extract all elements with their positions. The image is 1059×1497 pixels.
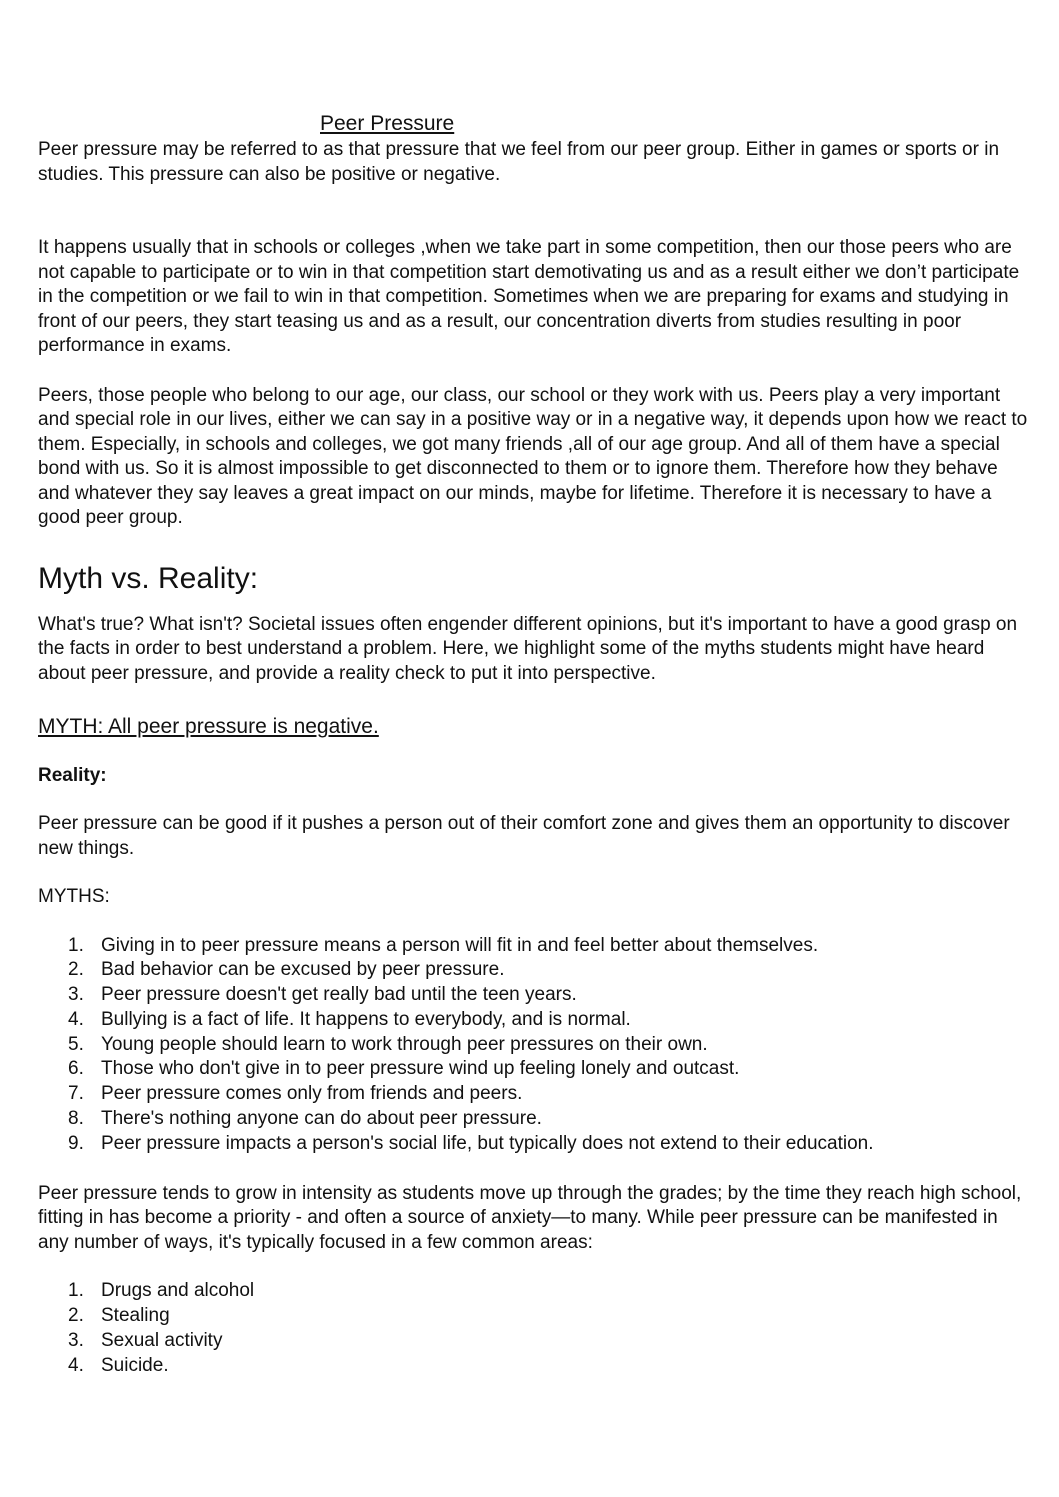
list-text: Those who don't give in to peer pressure wind up feeling lonely and outcast. — [101, 1058, 740, 1080]
list-item — [38, 1354, 1033, 1379]
list-item — [38, 1304, 1033, 1329]
grow-paragraph: Peer pressure tends to grow in intensity as students move up through the grades; by the time they reach high school, fitting in has become a priority - and often a source of anxiety—to many. While peer pressure can be manifested in any number of ways, it's typically focused in a few common areas: — [38, 1182, 1022, 1253]
myth-intro-paragraph: What's true? What isn't? Societal issues often engender different opinions, but it's important to have a good grasp on the facts in order to best understand a problem. Here, we highlight some of the myths students might have heard about peer pressure, and provide a reality check to put it into perspective. — [38, 613, 1018, 684]
list-item — [38, 1008, 1033, 1033]
myth-heading: MYTH: All peer pressure is negative. — [38, 715, 379, 738]
list-text: Sexual activity — [101, 1329, 223, 1351]
list-number: 3. — [68, 1329, 84, 1351]
myths-label: MYTHS: — [38, 886, 110, 907]
list-number: 6. — [68, 1058, 84, 1080]
list-item — [38, 934, 1033, 959]
intro-paragraph: Peer pressure may be referred to as that pressure that we feel from our peer group. Either in games or sports or in studies. This pressure can also be positive or negative. — [38, 139, 1000, 185]
reality-label: Reality: — [38, 765, 107, 786]
list-text: Peer pressure comes only from friends and peers. — [101, 1083, 523, 1105]
myths-list — [38, 934, 1033, 1157]
list-item — [38, 1279, 1033, 1304]
list-text: Peer pressure doesn't get really bad until the teen years. — [101, 984, 577, 1006]
list-number: 1. — [68, 1280, 84, 1302]
document-page — [38, 110, 1033, 1378]
list-item — [38, 983, 1033, 1008]
list-number: 8. — [68, 1108, 84, 1130]
list-text: Stealing — [101, 1304, 170, 1326]
document-title: Peer Pressure — [320, 112, 455, 135]
list-item — [38, 1057, 1033, 1082]
list-number: 1. — [68, 934, 84, 956]
list-item — [38, 958, 1033, 983]
list-number: 2. — [68, 959, 84, 981]
areas-list — [38, 1279, 1033, 1378]
list-text: There's nothing anyone can do about peer pressure. — [101, 1108, 542, 1130]
list-text: Bullying is a fact of life. It happens to everybody, and is normal. — [101, 1008, 631, 1030]
list-number: 2. — [68, 1304, 84, 1326]
list-item — [38, 1033, 1033, 1058]
peers-paragraph: Peers, those people who belong to our age, our class, our school or they work with us. Peers play a very important and special role in our lives, either we can say in a positive way or in a negative way, it depends upon how we react to them. Especially, in schools and colleges, we got many friends ,all of our age group. And all of them have a special bond with us. So it is almost impossible to get disconnected to them or to ignore them. Therefore how they behave and whatever they say leaves a great impact on our minds, maybe for lifetime. Therefore it is necessary to have a good peer group. — [38, 384, 1028, 528]
section-heading: Myth vs. Reality: — [38, 561, 259, 595]
competition-paragraph: It happens usually that in schools or colleges ,when we take part in some competition, then our those peers who are not capable to participate or to win in that competition start demotivating us and as a result either we don’t participate in the competition or we fail to win in that competition. Sometimes when we are preparing for exams and studying in front of our peers, they start teasing us and as a result, our concentration diverts from studies resulting in poor performance in exams. — [38, 237, 1020, 356]
list-text: Giving in to peer pressure means a person will fit in and feel better about themselves. — [101, 934, 819, 956]
list-text: Young people should learn to work through peer pressures on their own. — [101, 1033, 708, 1055]
list-text: Suicide. — [101, 1354, 169, 1376]
list-number: 3. — [68, 984, 84, 1006]
reality-paragraph: Peer pressure can be good if it pushes a person out of their comfort zone and gives them an opportunity to discover new things. — [38, 813, 1010, 859]
list-item — [38, 1107, 1033, 1132]
list-number: 7. — [68, 1083, 84, 1105]
list-number: 5. — [68, 1033, 84, 1055]
list-item — [38, 1082, 1033, 1107]
list-item — [38, 1132, 1033, 1157]
list-text: Peer pressure impacts a person's social life, but typically does not extend to their education. — [101, 1132, 874, 1154]
list-number: 9. — [68, 1132, 84, 1154]
list-number: 4. — [68, 1354, 84, 1376]
list-text: Drugs and alcohol — [101, 1280, 255, 1302]
list-number: 4. — [68, 1008, 84, 1030]
list-item — [38, 1329, 1033, 1354]
list-text: Bad behavior can be excused by peer pressure. — [101, 959, 505, 981]
